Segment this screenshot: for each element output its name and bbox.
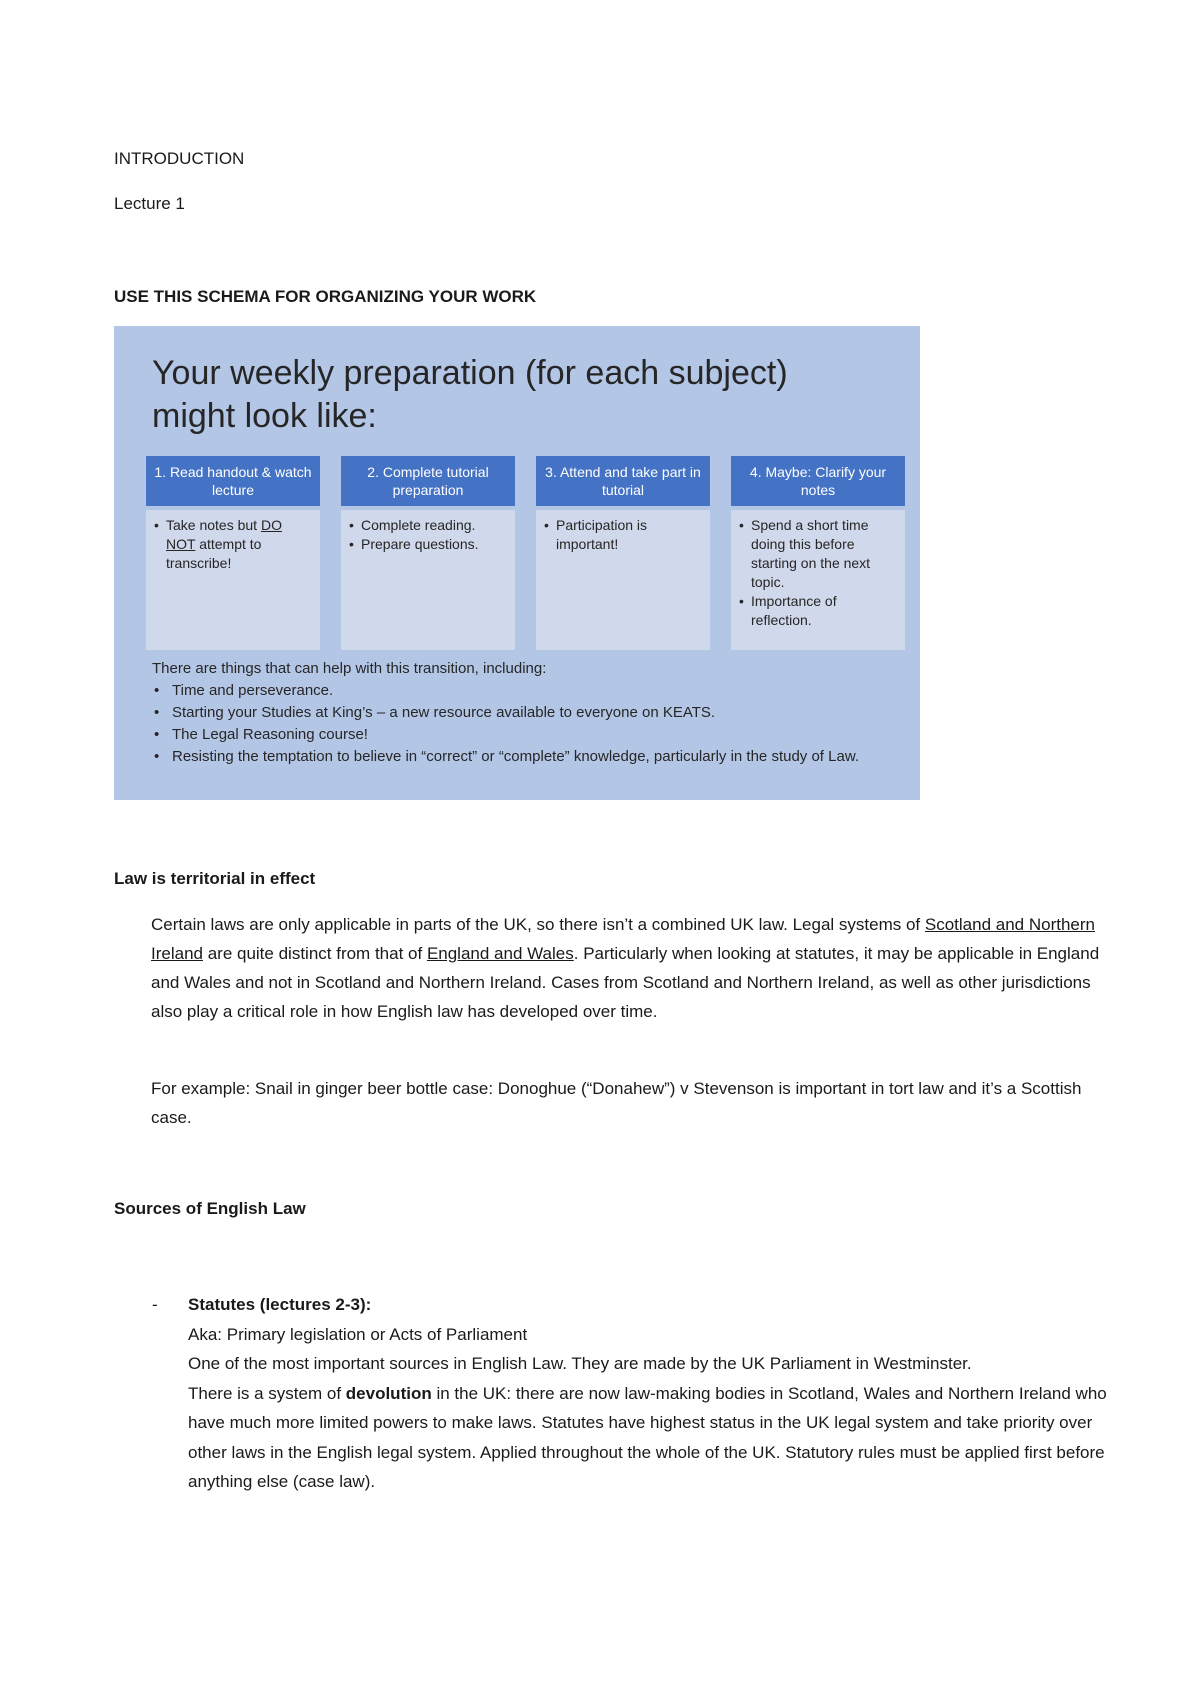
- step-2-bullet-1: • Complete reading.: [349, 516, 509, 535]
- help-intro: There are things that can help with this transition, including:: [152, 660, 547, 677]
- step-4: [731, 456, 905, 656]
- statutes-block: [188, 1290, 1108, 1497]
- statutes-heading: Statutes (lectures 2-3):: [188, 1295, 372, 1314]
- step-4-bullet-1: • Spend a short time doing this before starting on the next topic.: [739, 516, 899, 592]
- doc-title: INTRODUCTION: [114, 149, 245, 168]
- weekly-preparation-slide: [114, 326, 920, 800]
- territorial-paragraph-2: For example: Snail in ginger beer bottle case: Donoghue (“Donahew”) v Stevenson is important in tort law and it’s a Scottish case.: [151, 1079, 1082, 1127]
- territorial-paragraph-1: Certain laws are only applicable in parts of the UK, so there isn’t a combined UK law. Legal systems of Scotland and Northern Ireland are quite distinct from that of England and Wales. Particularly when looking at statutes, it may be applicable in England and Wales and not in Scotland and Northern Ireland. Cases from Scotland and Northern Ireland, as well as other jurisdictions also play a critical role in how English law has developed over time.: [151, 915, 1100, 1021]
- step-2-header: 2. Complete tutorial preparation: [341, 456, 515, 506]
- step-3-bullet-1: • Participation is important!: [544, 516, 704, 554]
- list-dash: -: [152, 1295, 158, 1314]
- help-section: [152, 658, 912, 768]
- step-4-header: 4. Maybe: Clarify your notes: [731, 456, 905, 506]
- step-3-body: [536, 510, 710, 650]
- step-4-bullet-2: • Importance of reflection.: [739, 592, 899, 630]
- slide-title: Your weekly preparation (for each subject) might look like:: [152, 354, 788, 435]
- step-1-header: 1. Read handout & watch lecture: [146, 456, 320, 506]
- help-list: [152, 680, 912, 768]
- step-2-bullet-2: • Prepare questions.: [349, 535, 509, 554]
- statutes-text-1: One of the most important sources in English Law. They are made by the UK Parliament in Westminster.: [188, 1354, 972, 1373]
- step-4-body: [731, 510, 905, 650]
- help-item: • Resisting the temptation to believe in “correct” or “complete” knowledge, particularly in the study of Law.: [152, 746, 912, 768]
- step-1-body: [146, 510, 320, 650]
- schema-heading: USE THIS SCHEMA FOR ORGANIZING YOUR WORK: [114, 287, 537, 306]
- statutes-text-2: There is a system of devolution in the UK: there are now law-making bodies in Scotland, Wales and Northern Ireland who have much more limited powers to make laws. Statutes have highest status in the UK legal system and take priority over other laws in the English legal system. Applied throughout the whole of the UK. Statutory rules must be applied first before anything else (case law).: [188, 1383, 1107, 1491]
- sources-heading: Sources of English Law: [114, 1199, 306, 1218]
- step-1-bullet: • Take notes but DO NOT attempt to transcribe!: [154, 516, 314, 573]
- help-item: • The Legal Reasoning course!: [152, 724, 912, 746]
- step-2: [341, 456, 515, 656]
- lecture-label: Lecture 1: [114, 194, 185, 213]
- help-item: • Starting your Studies at King’s – a new resource available to everyone on KEATS.: [152, 702, 912, 724]
- step-1: [146, 456, 320, 656]
- help-item: • Time and perseverance.: [152, 680, 912, 702]
- step-3-header: 3. Attend and take part in tutorial: [536, 456, 710, 506]
- territorial-heading: Law is territorial in effect: [114, 869, 316, 888]
- statutes-aka: Aka: Primary legislation or Acts of Parliament: [188, 1324, 528, 1344]
- step-3: [536, 456, 710, 656]
- step-2-body: [341, 510, 515, 650]
